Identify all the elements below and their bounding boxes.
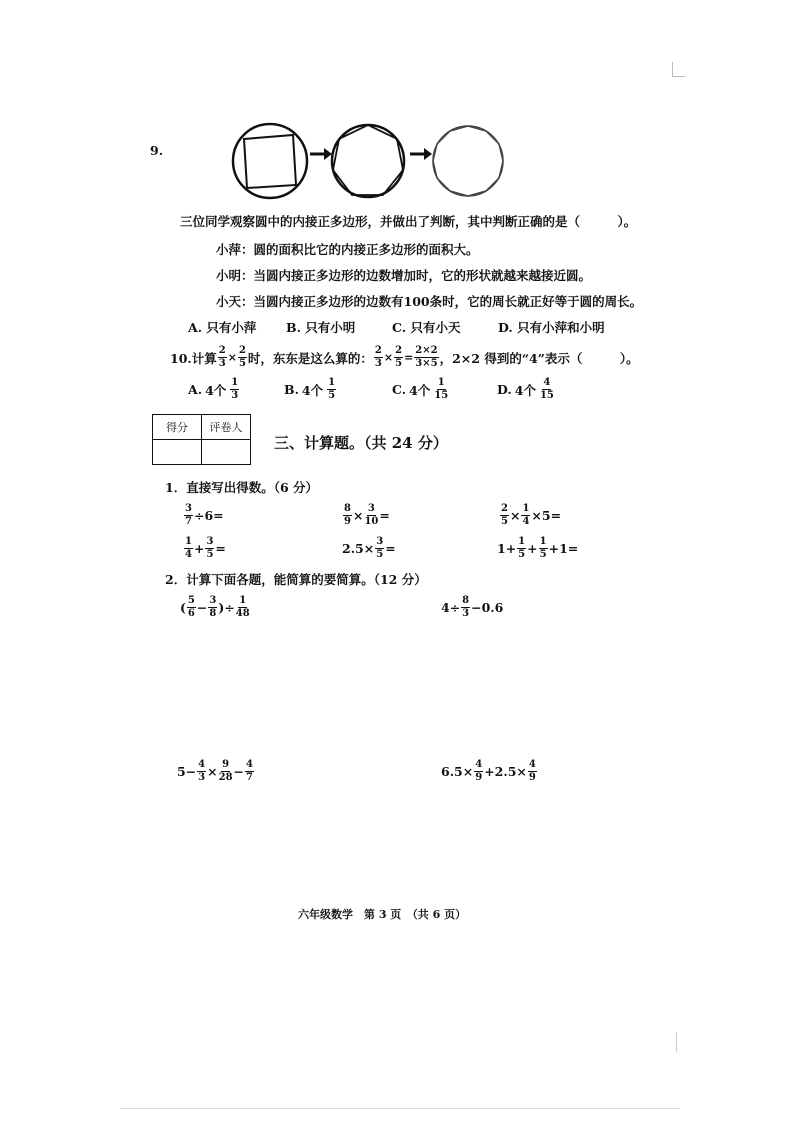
- s2-problem-3: 5− $\frac{4}{3}$ × $\frac{9}{28}$ − $\frac{4}{7}$: [177, 759, 253, 783]
- grader-cell[interactable]: [202, 440, 251, 465]
- s2-problem-1: ( $\frac{5}{6}$ − $\frac{3}{8}$ )÷ $\frac{1}{48}$: [180, 595, 250, 619]
- s1-item-1: $\frac{3}{7}$ ÷6 =: [185, 503, 224, 527]
- circle-heptagon-figure: [332, 125, 404, 197]
- q10-option-b: B. 4个 $\frac{1}{5}$: [284, 377, 336, 401]
- q10-option-d: D. 4个 $\frac{4}{15}$: [497, 377, 554, 401]
- q9-option-a: A. 只有小萍: [188, 320, 257, 335]
- q10-option-c: C. 4个 $\frac{1}{15}$: [392, 377, 449, 401]
- bottom-edge-line: [120, 1108, 680, 1109]
- arrow-2: [410, 148, 432, 160]
- q9-option-c: C. 只有小天: [392, 320, 461, 335]
- circle-polygon-many-figure: [433, 126, 503, 196]
- page-footer: 六年级数学 第 3 页 （共 6 页）: [298, 908, 467, 921]
- s2-problem-4: 6.5× $\frac{4}{9}$ +2.5× $\frac{4}{9}$: [441, 759, 536, 783]
- q10-option-a: A. 4个 $\frac{1}{3}$: [188, 377, 239, 401]
- q9-statement-1: 小萍：圆的面积比它的内接正多边形的面积大。: [216, 242, 479, 257]
- section3-title: 三、计算题。（共 24 分）: [274, 434, 448, 452]
- corner-mark-top-right: [672, 62, 685, 77]
- score-table: [152, 414, 251, 465]
- arrow-1: [310, 148, 332, 160]
- s1-item-5: 2.5× $\frac{3}{5}$ =: [342, 536, 396, 560]
- q9-option-b: B. 只有小明: [286, 320, 356, 335]
- s2-problem-2: 4÷ $\frac{8}{3}$ −0.6: [441, 595, 504, 619]
- s1-item-2: $\frac{8}{9}$ × $\frac{3}{10}$ =: [344, 503, 390, 527]
- polygon-figure: [228, 118, 528, 204]
- q9-statement-2: 小明：当圆内接正多边形的边数增加时，它的形状就越来越接近圆。: [216, 268, 592, 283]
- q10-line: 10.计算 $\frac{2}{3}$ × $\frac{2}{5}$ 时，东东是这么算的： $\frac{2}{3}$ × $\frac{2}{5}$ = $\frac{2\times 2}{3\times 5}$ ，2×2 得到的“4”表示（ ）。: [170, 345, 639, 369]
- s1-item-6: 1+ $\frac{1}{5}$ + $\frac{1}{5}$ +1 =: [497, 536, 579, 560]
- s1-title: 1．直接写出得数。（6 分）: [165, 480, 318, 495]
- q9-option-d: D. 只有小萍和小明: [498, 320, 605, 335]
- corner-mark-bottom-right: [676, 1032, 677, 1052]
- q9-statement-3: 小天：当圆内接正多边形的边数有100条时，它的周长就正好等于圆的周长。: [216, 294, 643, 309]
- score-cell[interactable]: [153, 440, 202, 465]
- grader-header: 评卷人: [202, 415, 251, 440]
- q9-number: 9.: [150, 143, 164, 158]
- s1-item-3: $\frac{2}{5}$ × $\frac{1}{4}$ ×5 =: [501, 503, 562, 527]
- s2-title: 2．计算下面各题，能简算的要简算。（12 分）: [165, 572, 427, 587]
- q9-stem: 三位同学观察圆中的内接正多边形，并做出了判断，其中判断正确的是（ ）。: [180, 214, 637, 229]
- score-header: 得分: [153, 415, 202, 440]
- circle-square-figure: [233, 124, 307, 198]
- s1-item-4: $\frac{1}{4}$ + $\frac{3}{5}$ =: [185, 536, 226, 560]
